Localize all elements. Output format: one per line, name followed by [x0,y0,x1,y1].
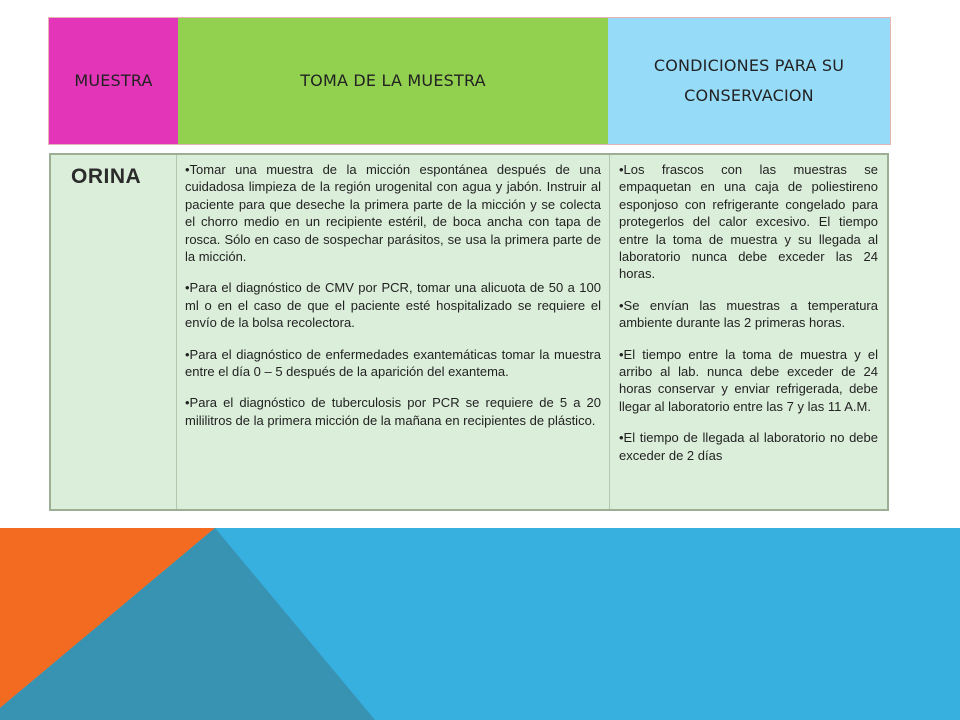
header-toma-de-la-muestra: TOMA DE LA MUESTRA [178,18,608,144]
decorative-banner [0,528,960,720]
toma-paragraph: •Para el diagnóstico de CMV por PCR, tomar una alicuota de 50 a 100 ml o en el caso de que el paciente esté hospitalizado se requiere el envío de la bolsa recolectora. [185,280,601,331]
sample-cell [51,155,177,509]
header-muestra: MUESTRA [49,18,178,144]
toma-paragraph: •Para el diagnóstico de enfermedades exantemáticas tomar la muestra entre el día 0 – 5 después de la aparición del exantema. [185,346,601,380]
sample-name: ORINA [71,165,142,188]
condiciones-paragraph: •El tiempo de llegada al laboratorio no debe exceder de 2 días [619,430,878,463]
toma-cell [177,155,610,509]
condiciones-paragraph: •Los frascos con las muestras se empaquetan en una caja de poliestireno esponjoso con refrigerante congelado para protegerlos del calor excesivo. El tiempo entre la toma de muestra y su llegada al laboratorio nunca debe exceder las 24 horas. [619,162,878,282]
toma-paragraph: •Para el diagnóstico de tuberculosis por PCR se requiere de 5 a 20 mililitros de la primera micción de la mañana en recipientes de plástico. [185,395,601,428]
condiciones-paragraph: •Se envían las muestras a temperatura ambiente durante las 2 primeras horas. [619,297,878,331]
header-condiciones: CONDICIONES PARA SU CONSERVACION [608,18,890,144]
toma-paragraph: •Tomar una muestra de la micción espontánea después de una cuidadosa limpieza de la región urogenital con agua y jabón. Instruir al paciente para que deseche la primera parte de la micción y se colecta el chorro medio en un recipiente estéril, de boca ancha con tapa de rosca. Sólo en caso de sospechar parásitos, se usa la primera parte de la micción. [185,162,601,265]
condiciones-paragraph: •El tiempo entre la toma de muestra y el arribo al lab. nunca debe exceder de 24 horas conservar y enviar refrigerada, debe llegar al laboratorio entre las 7 y las 11 A.M. [619,346,878,414]
header-table [49,18,890,144]
content-table [49,153,889,511]
condiciones-cell [610,155,887,509]
